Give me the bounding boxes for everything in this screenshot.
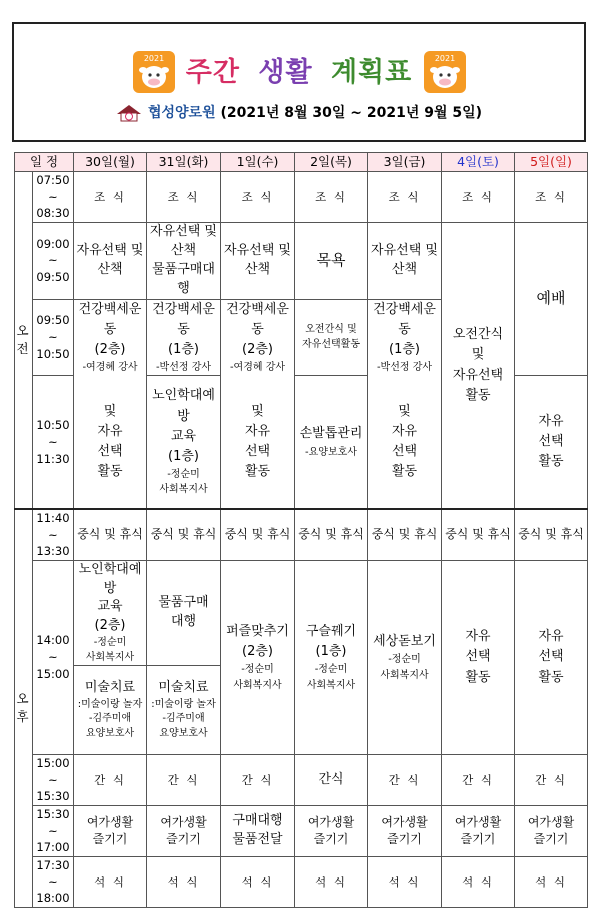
day-header: 2일(목) [295, 153, 368, 172]
svg-text:2021: 2021 [434, 54, 456, 63]
lunch-cell: 중식 및 휴식 [221, 509, 295, 561]
exercise-cell: 건강백세운동 (2층) -여경혜 강사 [221, 299, 295, 376]
time-slot: 15:00 ~ 15:30 [33, 754, 74, 805]
art-therapy-block: 미술치료 :미술이랑 놀자 -김주미애 요양보호사 [77, 679, 143, 739]
time-slot: 09:50 ~ 10:50 [33, 299, 74, 376]
svg-text:2021: 2021 [143, 54, 165, 63]
snack-cell: 간 식 [221, 754, 295, 805]
art-therapy-block: 미술치료 :미술이랑 놀자 -김주미애 요양보호사 [151, 679, 216, 739]
leisure-cell: 여가생활 즐기기 [147, 805, 221, 856]
breakfast-cell: 조 식 [295, 172, 368, 223]
title-box [12, 22, 586, 142]
dinner-cell: 석 식 [515, 856, 588, 907]
puzzle-cell: 퍼즐맞추기 (2층) -정순미 사회복지사 [221, 560, 295, 754]
worship-cell: 예배 [515, 223, 588, 376]
activity-cell: 자유선택 및 산책 [368, 223, 442, 299]
beads-cell: 구슬꿰기 (1층) -정순미 사회복지사 [295, 560, 368, 754]
nail-care-cell: 손발톱관리 -요양보호사 [295, 376, 368, 509]
education-block: 노인학대예방 교육 (2층) -정순미 사회복지사 [74, 561, 146, 666]
house-logo-icon [116, 104, 142, 122]
free-activity-cell: 및 자유 선택 활동 [221, 376, 295, 509]
date-range: (2021년 8월 30일 ~ 2021년 9월 5일) [220, 105, 483, 121]
day-header: 3일(금) [368, 153, 442, 172]
dinner-cell: 석 식 [295, 856, 368, 907]
time-slot: 11:40 ~ 13:30 [33, 509, 74, 561]
org-name: 협성양로원 [147, 105, 216, 121]
snack-activity-cell: 오전간식 및 자유선택활동 [295, 299, 368, 376]
day-header: 30일(월) [74, 153, 147, 172]
delivery-cell: 구매대행 물품전달 [221, 805, 295, 856]
lunch-cell: 중식 및 휴식 [147, 509, 221, 561]
snack-cell: 간 식 [442, 754, 515, 805]
world-view-cell: 세상돋보기 -정순미 사회복지사 [368, 560, 442, 754]
breakfast-cell: 조 식 [515, 172, 588, 223]
bath-cell: 목욕 [295, 223, 368, 299]
breakfast-cell: 조 식 [147, 172, 221, 223]
leisure-cell: 여가생활 즐기기 [515, 805, 588, 856]
mon-afternoon-cell [74, 560, 147, 754]
breakfast-cell: 조 식 [221, 172, 295, 223]
free-activity-cell: 및 자유 선택 활동 [368, 376, 442, 509]
lunch-cell: 중식 및 휴식 [74, 509, 147, 561]
leisure-cell: 여가생활 즐기기 [442, 805, 515, 856]
activity-cell: 자유선택 및 산책 [74, 223, 147, 299]
tue-afternoon-cell [147, 560, 221, 754]
snack-cell: 간 식 [515, 754, 588, 805]
time-slot: 14:00 ~ 15:00 [33, 560, 74, 754]
time-slot: 09:00 ~ 09:50 [33, 223, 74, 299]
breakfast-cell: 조 식 [74, 172, 147, 223]
dinner-cell: 석 식 [221, 856, 295, 907]
schedule-table [14, 152, 588, 908]
free-activity-cell: 자유 선택 활동 [442, 560, 515, 754]
time-slot: 15:30 ~ 17:00 [33, 805, 74, 856]
exercise-cell: 건강백세운동 (2층) -여경혜 강사 [74, 299, 147, 376]
education-cell: 노인학대예방 교육 (1층) -정순미 사회복지사 [147, 376, 221, 509]
snack-cell: 간 식 [147, 754, 221, 805]
leisure-cell: 여가생활 즐기기 [74, 805, 147, 856]
dinner-cell: 석 식 [368, 856, 442, 907]
dinner-cell: 석 식 [442, 856, 515, 907]
page-title: 주간 생활 계획표 [185, 57, 413, 88]
exercise-cell: 건강백세운동 (1층) -박선정 강사 [147, 299, 221, 376]
time-slot: 07:50 ~ 08:30 [33, 172, 74, 223]
saturday-morning-cell: 오전간식 및 자유선택 활동 [442, 223, 515, 509]
header-corner: 일 정 [15, 153, 74, 172]
subtitle [14, 102, 584, 122]
time-slot: 17:30 ~ 18:00 [33, 856, 74, 907]
leisure-cell: 여가생활 즐기기 [368, 805, 442, 856]
snack-cell: 간식 [295, 754, 368, 805]
dinner-cell: 석 식 [147, 856, 221, 907]
exercise-cell: 건강백세운동 (1층) -박선정 강사 [368, 299, 442, 376]
day-header: 1일(수) [221, 153, 295, 172]
period-afternoon: 오 후 [15, 509, 33, 908]
lunch-cell: 중식 및 휴식 [515, 509, 588, 561]
time-slot: 10:50 ~ 11:30 [33, 376, 74, 509]
breakfast-cell: 조 식 [368, 172, 442, 223]
lunch-cell: 중식 및 휴식 [442, 509, 515, 561]
period-morning: 오 전 [15, 172, 33, 509]
ox-mascot-icon [423, 50, 467, 94]
snack-cell: 간 식 [368, 754, 442, 805]
snack-cell: 간 식 [74, 754, 147, 805]
free-activity-cell: 및 자유 선택 활동 [74, 376, 147, 509]
dinner-cell: 석 식 [74, 856, 147, 907]
lunch-cell: 중식 및 휴식 [295, 509, 368, 561]
day-header: 31일(화) [147, 153, 221, 172]
activity-cell: 자유선택 및 산책 물품구매대행 [147, 223, 221, 299]
lunch-cell: 중식 및 휴식 [368, 509, 442, 561]
free-activity-cell: 자유 선택 활동 [515, 560, 588, 754]
purchase-block: 물품구매 대행 [147, 561, 220, 666]
breakfast-cell: 조 식 [442, 172, 515, 223]
free-activity-cell: 자유 선택 활동 [515, 376, 588, 509]
day-header-saturday: 4일(토) [442, 153, 515, 172]
activity-cell: 자유선택 및 산책 [221, 223, 295, 299]
day-header-sunday: 5일(일) [515, 153, 588, 172]
leisure-cell: 여가생활 즐기기 [295, 805, 368, 856]
